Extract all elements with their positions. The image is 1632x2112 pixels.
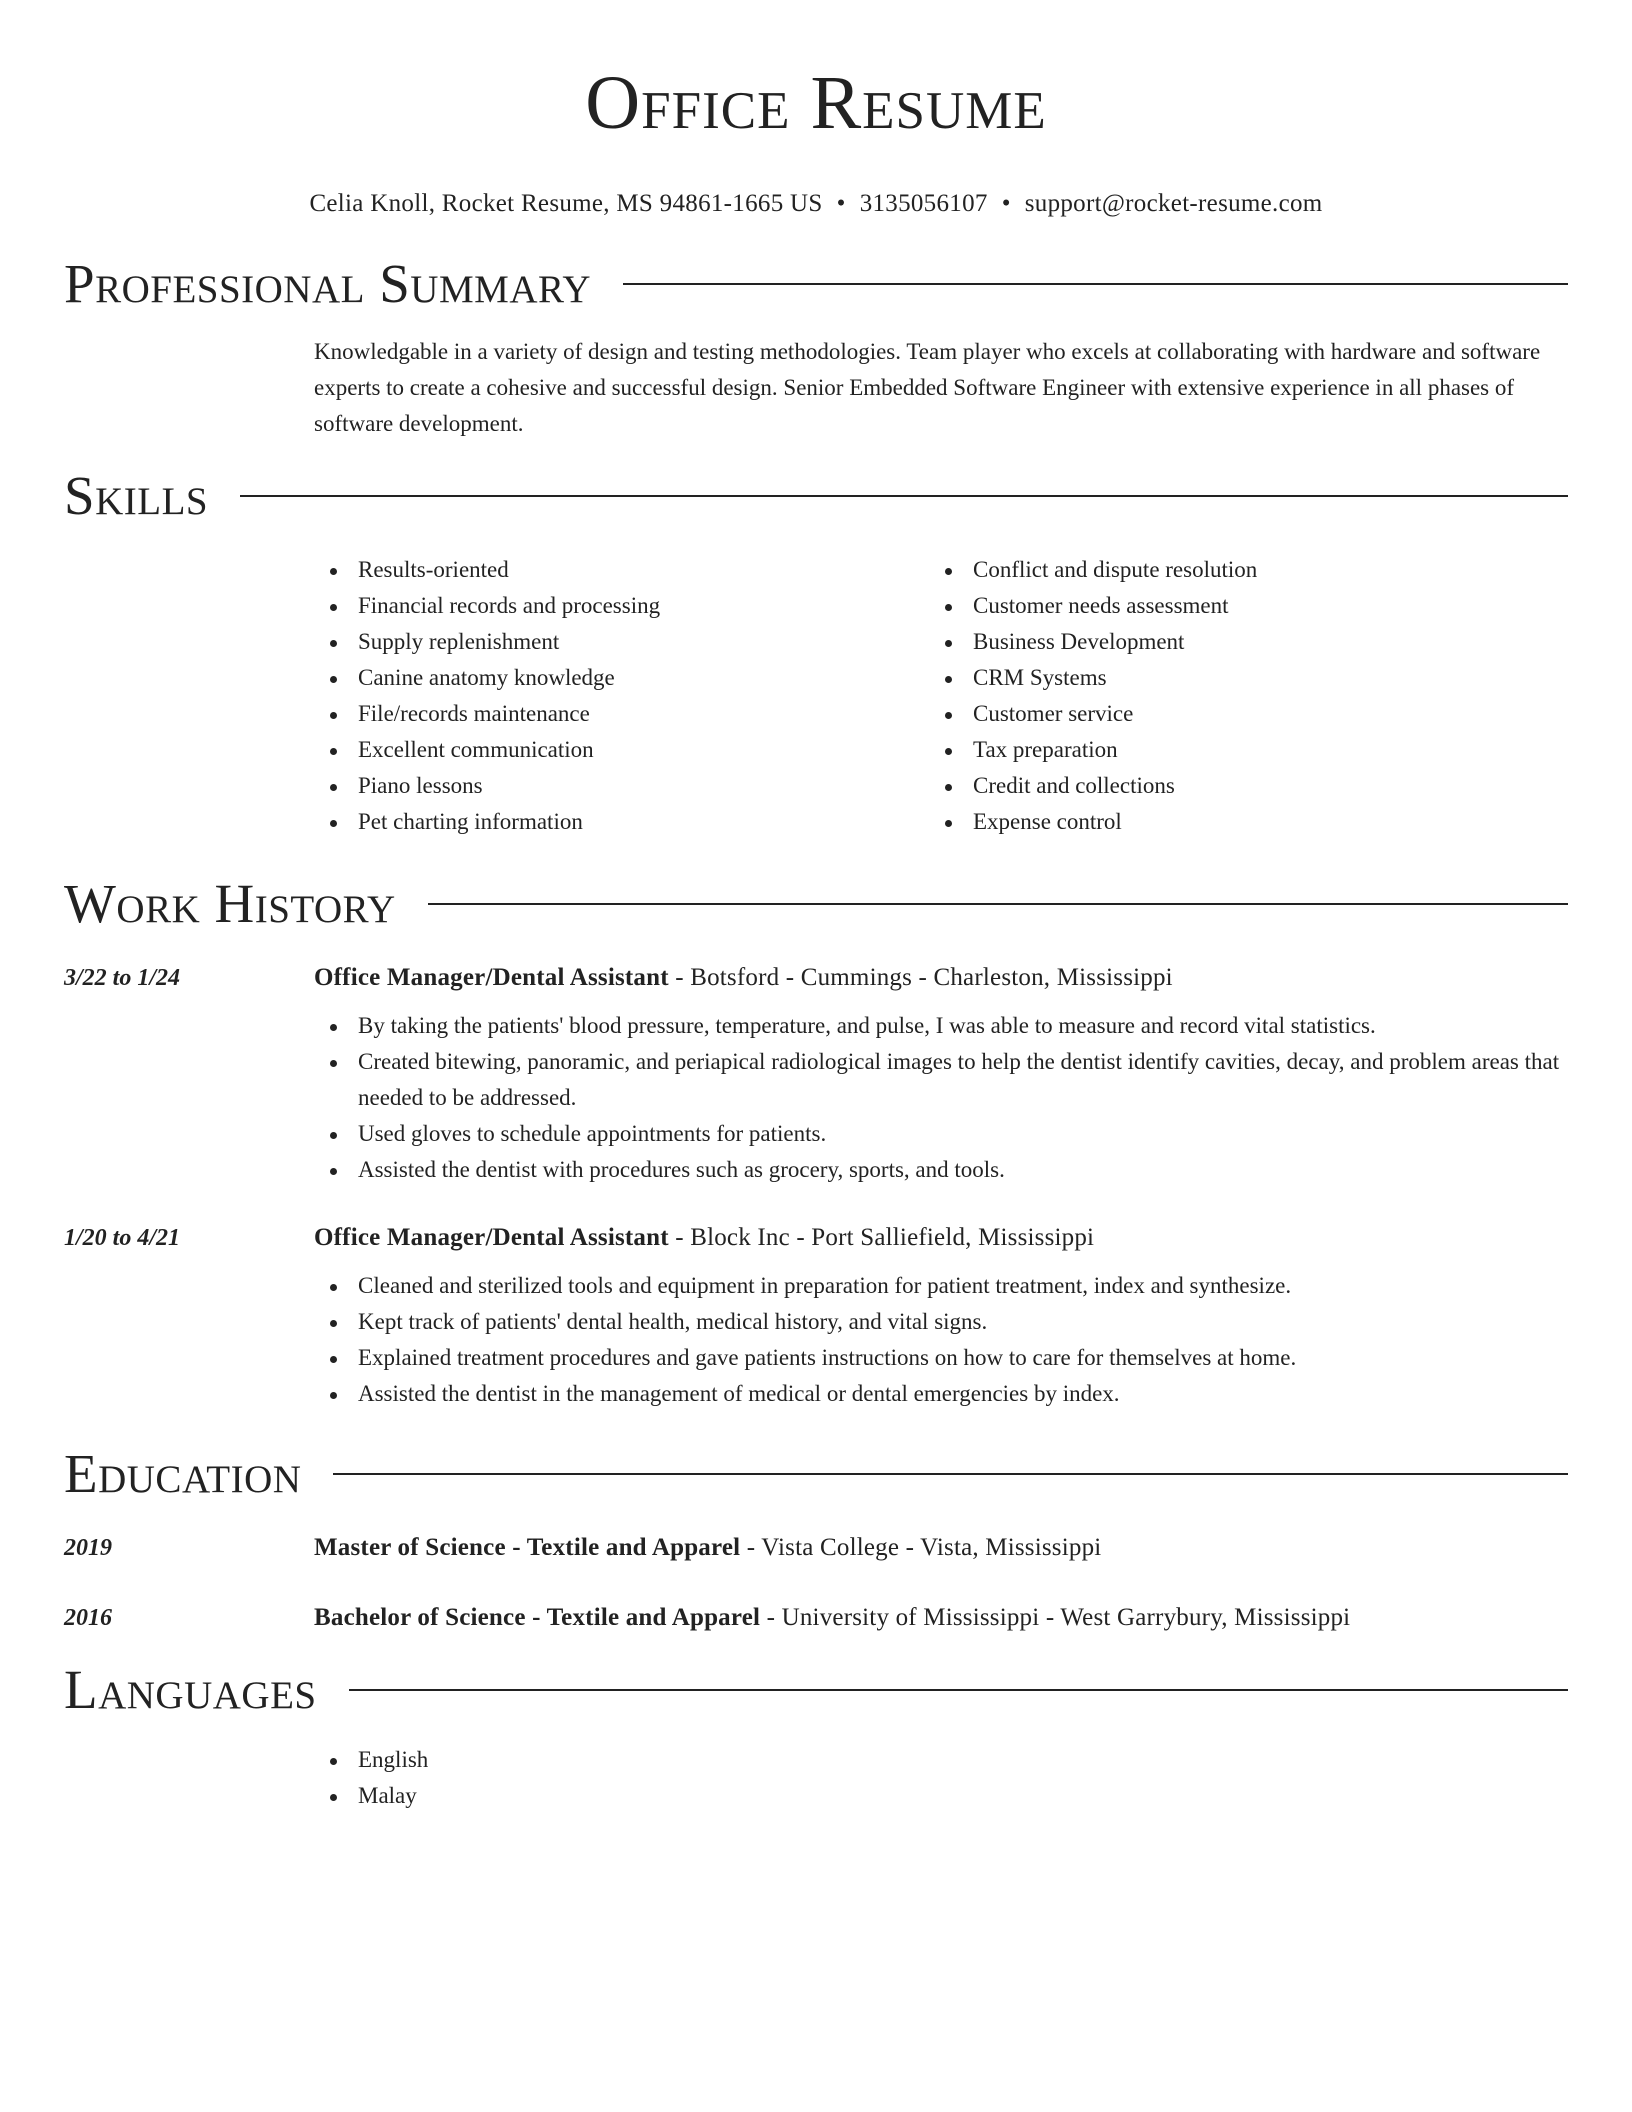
job-body: [314, 958, 1573, 1188]
section-heading: [64, 1650, 1568, 1730]
skill-item: File/records maintenance: [358, 696, 929, 732]
education-entry: [64, 1528, 1568, 1568]
languages-title: Languages: [64, 1659, 317, 1720]
section-heading: [64, 456, 1568, 536]
education-body: [314, 1528, 1568, 1568]
contact-email: support@rocket-resume.com: [1024, 190, 1323, 217]
summary-text: Knowledgable in a variety of design and testing methodologies. Team player who excels at collaborating with hardware and software experts to create a cohesive and successful design. Senior Embedded Software Engineer with extensive experience in all phases of software development.: [314, 339, 1541, 436]
job-entry: [64, 958, 1568, 1188]
summary-content: [314, 334, 1568, 442]
education-year: 2019: [64, 1535, 112, 1561]
job-employer: - Botsford - Cummings - Charleston, Mississippi: [668, 964, 1173, 991]
education-title: Education: [64, 1443, 302, 1504]
job-heading: [314, 958, 1573, 998]
section-divider: [428, 903, 1568, 905]
section-heading: [64, 244, 1568, 324]
job-duties: [314, 1268, 1573, 1412]
section-divider: [240, 495, 1568, 497]
job-date: 3/22 to 1/24: [64, 965, 181, 991]
section-heading: [64, 864, 1568, 944]
job-duties: [314, 1008, 1573, 1188]
education-entry: [64, 1598, 1568, 1638]
job-duty: Kept track of patients' dental health, medical history, and vital signs.: [358, 1304, 1573, 1340]
job-role: Office Manager/Dental Assistant: [314, 1224, 669, 1251]
summary-title: Professional Summary: [64, 253, 592, 314]
job-duty: Assisted the dentist in the management of medical or dental emergencies by index.: [358, 1376, 1573, 1412]
education-school: - Vista College - Vista, Mississippi: [740, 1534, 1102, 1561]
contact-separator: •: [1001, 190, 1011, 217]
job-employer: - Block Inc - Port Salliefield, Mississippi: [668, 1224, 1095, 1251]
skill-item: Results-oriented: [358, 552, 929, 588]
job-entry: [64, 1218, 1568, 1412]
skill-item: Tax preparation: [973, 732, 1544, 768]
skill-item: Expense control: [973, 804, 1544, 840]
section-divider: [333, 1473, 1568, 1475]
skill-item: Customer service: [973, 696, 1544, 732]
skill-item: Pet charting information: [358, 804, 929, 840]
language-item: English: [358, 1742, 1568, 1778]
education-heading: [314, 1598, 1568, 1638]
skills-list-right: [929, 552, 1544, 840]
resume-title: Office Resume: [585, 61, 1047, 145]
skill-item: Canine anatomy knowledge: [358, 660, 929, 696]
section-divider: [349, 1689, 1568, 1691]
language-item: Malay: [358, 1778, 1568, 1814]
job-duty-list: [314, 1268, 1573, 1412]
education-heading: [314, 1528, 1568, 1568]
job-duty: Cleaned and sterilized tools and equipment in preparation for patient treatment, index and synthesize.: [358, 1268, 1573, 1304]
skills-column-left: [314, 552, 929, 840]
languages-content: [314, 1742, 1568, 1814]
section-heading: [64, 1434, 1568, 1514]
job-date: 1/20 to 4/21: [64, 1225, 181, 1251]
education-degree: Bachelor of Science - Textile and Apparel: [314, 1604, 761, 1631]
summary-section: [64, 244, 1568, 442]
contact-line: [64, 190, 1568, 218]
resume-header: [64, 0, 1568, 218]
contact-separator: •: [836, 190, 846, 217]
skills-section: [64, 456, 1568, 840]
job-duty: Used gloves to schedule appointments for patients.: [358, 1116, 1573, 1152]
skill-item: Credit and collections: [973, 768, 1544, 804]
education-body: [314, 1598, 1568, 1638]
job-duty: Explained treatment procedures and gave patients instructions on how to care for themselves at home.: [358, 1340, 1573, 1376]
education-year: 2016: [64, 1605, 112, 1631]
job-heading: [314, 1218, 1573, 1258]
languages-section: [64, 1650, 1568, 1814]
job-duty: Created bitewing, panoramic, and periapical radiological images to help the dentist identify cavities, decay, and problem areas that needed to be addressed.: [358, 1044, 1573, 1116]
skills-list-left: [314, 552, 929, 840]
skills-column-right: [929, 552, 1544, 840]
contact-address: Celia Knoll, Rocket Resume, MS 94861-1665 US: [309, 190, 823, 217]
section-divider: [623, 283, 1568, 285]
education-school: - University of Mississippi - West Garrybury, Mississippi: [760, 1604, 1351, 1631]
job-duty: By taking the patients' blood pressure, temperature, and pulse, I was able to measure and record vital statistics.: [358, 1008, 1573, 1044]
skill-item: Customer needs assessment: [973, 588, 1544, 624]
languages-list: [314, 1742, 1568, 1814]
skill-item: CRM Systems: [973, 660, 1544, 696]
work-history-title: Work History: [64, 873, 396, 934]
job-role: Office Manager/Dental Assistant: [314, 964, 669, 991]
job-body: [314, 1218, 1573, 1412]
education-section: [64, 1434, 1568, 1638]
skills-grid: [314, 552, 1568, 840]
skill-item: Supply replenishment: [358, 624, 929, 660]
job-duty: Assisted the dentist with procedures such as grocery, sports, and tools.: [358, 1152, 1573, 1188]
skill-item: Excellent communication: [358, 732, 929, 768]
skill-item: Piano lessons: [358, 768, 929, 804]
contact-phone: 3135056107: [859, 190, 988, 217]
work-history-section: [64, 864, 1568, 1412]
skill-item: Conflict and dispute resolution: [973, 552, 1544, 588]
skill-item: Financial records and processing: [358, 588, 929, 624]
education-degree: Master of Science - Textile and Apparel: [314, 1534, 741, 1561]
skills-title: Skills: [64, 465, 209, 526]
job-duty-list: [314, 1008, 1573, 1188]
skill-item: Business Development: [973, 624, 1544, 660]
